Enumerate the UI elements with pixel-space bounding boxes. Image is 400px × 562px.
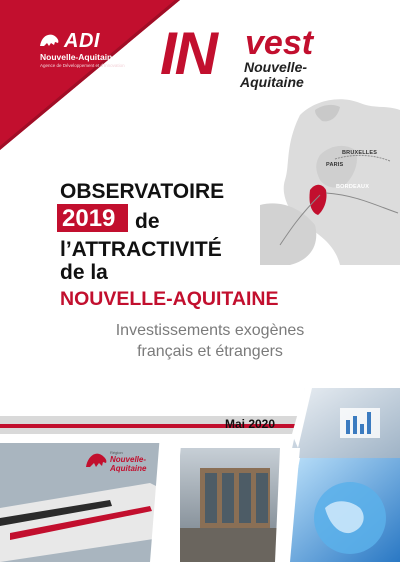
region-logo-name: Nouvelle- Aquitaine xyxy=(110,455,147,473)
title-line-observatoire: OBSERVATOIRE xyxy=(60,180,225,203)
publication-date: Mai 2020 xyxy=(225,417,276,431)
subtitle-line1: Investissements exogènes xyxy=(115,322,305,339)
title-line-attractivite: l’ATTRACTIVITÉ xyxy=(60,238,222,261)
city-label: PARIS xyxy=(326,162,344,168)
adi-acronym: ADI xyxy=(64,30,100,52)
corner-banner xyxy=(0,0,180,150)
invest-logo xyxy=(160,20,330,98)
city-label: BRUXELLES xyxy=(342,150,378,156)
lion-icon xyxy=(84,451,108,469)
invest-in: IN xyxy=(160,20,216,87)
invest-vest: vest xyxy=(245,24,314,62)
invest-region-line2: Aquitaine xyxy=(240,74,304,90)
title-year: 2019 xyxy=(62,205,116,232)
title-de: de xyxy=(135,210,160,233)
adi-region: Nouvelle-Aquitaine xyxy=(40,52,117,62)
region-logo-small: Région xyxy=(110,450,123,455)
city-label: BORDEAUX xyxy=(336,184,370,190)
subtitle-line2: français et étrangers xyxy=(137,343,283,360)
photo-collage xyxy=(0,388,400,562)
lion-icon xyxy=(38,32,60,48)
title-line-de-la: de la xyxy=(60,261,108,284)
adi-subtitle: Agence de Développement et d'Innovation xyxy=(40,63,125,68)
invest-region-line1: Nouvelle- xyxy=(244,59,308,75)
title-region: NOUVELLE-AQUITAINE xyxy=(60,288,279,310)
europe-map xyxy=(260,95,400,265)
